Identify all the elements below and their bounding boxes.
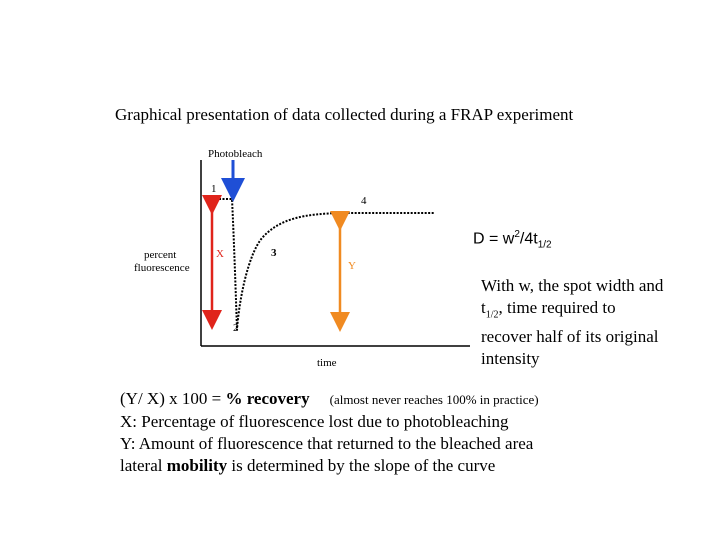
point-label-2: 2 xyxy=(233,322,239,334)
mobility-bold: mobility xyxy=(166,456,228,475)
x-arrow-label: X xyxy=(216,248,224,260)
desc-line2-rest: , time required to xyxy=(498,298,616,317)
mobility-line xyxy=(120,455,539,477)
diffusion-formula xyxy=(473,229,552,251)
slide-heading: Graphical presentation of data collected during a FRAP experiment xyxy=(115,105,574,124)
recovery-line xyxy=(120,388,539,411)
ylabel-line1: percent xyxy=(144,249,177,261)
mobility-prefix: lateral xyxy=(120,456,167,475)
formula-mid: /4t xyxy=(519,230,538,248)
recovery-bold: % recovery xyxy=(225,389,310,408)
x-definition: X: Percentage of fluorescence lost due to photobleaching xyxy=(120,412,509,431)
desc-line2 xyxy=(481,297,691,326)
desc-t-sub: 1/2 xyxy=(485,309,499,321)
y-arrow-label: Y xyxy=(348,260,356,272)
photobleach-label: Photobleach xyxy=(208,148,263,160)
recovery-prefix: (Y/ X) x 100 = xyxy=(120,389,226,408)
desc-line3: recover half of its original xyxy=(481,327,659,347)
formula-prefix: D = w xyxy=(473,230,515,248)
mobility-suffix: is determined by the slope of the curve xyxy=(227,456,496,475)
recovery-small: (almost never reaches 100% in practice) xyxy=(329,392,539,407)
point-label-4: 4 xyxy=(361,195,367,207)
desc-line1: With w, the spot width and xyxy=(481,276,664,295)
y-definition: Y: Amount of fluorescence that returned to the bleached area xyxy=(120,434,534,453)
desc-line4: intensity xyxy=(481,349,540,369)
fluorescence-curve xyxy=(205,199,435,330)
point-label-3: 3 xyxy=(271,247,277,259)
point-label-1: 1 xyxy=(211,183,217,195)
desc-t: t xyxy=(481,298,486,317)
formula-description xyxy=(481,275,691,370)
xlabel: time xyxy=(317,357,337,369)
formula-sub: 1/2 xyxy=(537,239,552,251)
formula-sup: 2 xyxy=(514,229,520,240)
notes-block xyxy=(120,388,539,477)
ylabel-line2: fluorescence xyxy=(134,262,190,274)
